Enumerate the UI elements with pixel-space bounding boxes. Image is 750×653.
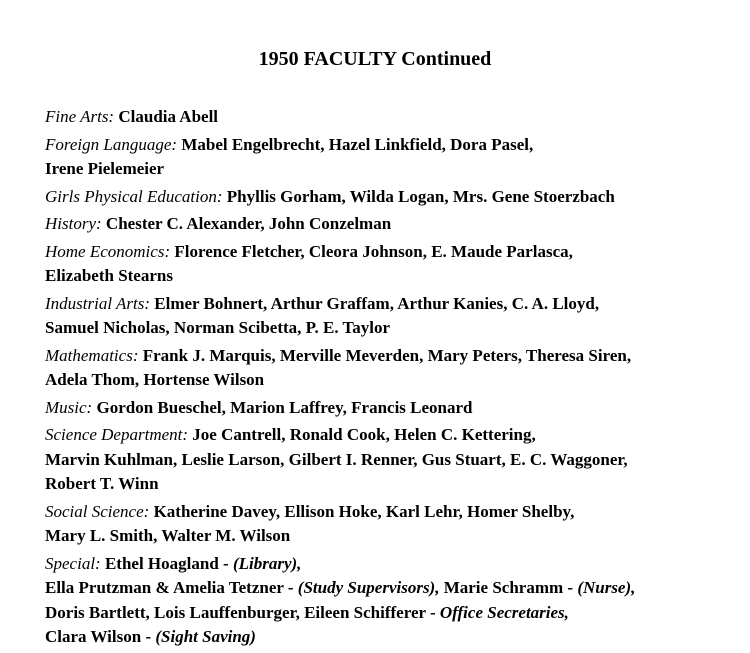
entry-social-science xyxy=(45,500,735,549)
department-label: Foreign Language: xyxy=(45,134,178,154)
role-note: (Library), xyxy=(232,553,302,573)
entry-line xyxy=(45,185,735,210)
faculty-names: Robert T. Winn xyxy=(45,474,159,493)
entry-line xyxy=(45,500,735,525)
entry-line xyxy=(45,105,735,130)
entry-line xyxy=(45,576,735,601)
faculty-names: Joe Cantrell, Ronald Cook, Helen C. Kettering, xyxy=(192,425,536,444)
faculty-names: Claudia Abell xyxy=(118,107,219,126)
entry-fine-arts xyxy=(45,105,735,130)
faculty-names: Mabel Engelbrecht, Hazel Linkfield, Dora Pasel, xyxy=(181,134,534,154)
faculty-names: Katherine Davey, Ellison Hoke, Karl Lehr, Homer Shelby, xyxy=(153,501,575,521)
faculty-names: Chester C. Alexander, John Conzelman xyxy=(105,214,392,233)
entry-industrial-arts xyxy=(45,292,735,341)
department-label: Home Economics: xyxy=(45,241,171,261)
department-label: Music: xyxy=(45,397,93,417)
entry-special xyxy=(45,552,735,650)
role-note: Office Secretaries, xyxy=(439,602,569,622)
faculty-names: Elmer Bohnert, Arthur Graffam, Arthur Kanies, C. A. Lloyd, xyxy=(154,293,600,313)
entry-line xyxy=(45,601,735,626)
faculty-names: Clara Wilson - xyxy=(45,627,156,646)
department-label: History: xyxy=(45,214,102,233)
faculty-names: Ella Prutzman & Amelia Tetzner - xyxy=(45,578,298,597)
faculty-names: Adela Thom, Hortense Wilson xyxy=(45,370,265,389)
entry-mathematics xyxy=(45,344,735,393)
role-note: (Nurse), xyxy=(577,578,636,597)
entry-foreign-language xyxy=(45,133,735,182)
entry-science-department xyxy=(45,423,735,497)
department-label: Mathematics: xyxy=(45,345,139,365)
entry-line xyxy=(45,423,735,448)
faculty-names: Elizabeth Stearns xyxy=(45,266,173,285)
department-label: Fine Arts: xyxy=(45,107,115,126)
faculty-names: Gordon Bueschel, Marion Laffrey, Francis Leonard xyxy=(96,397,473,417)
entry-line xyxy=(45,212,735,237)
entry-line xyxy=(45,396,735,421)
role-note: (Study Supervisors), xyxy=(297,578,440,597)
faculty-names: Marie Schramm - xyxy=(439,578,578,597)
department-label: Special: xyxy=(45,553,101,573)
entry-line xyxy=(45,240,735,265)
entry-history xyxy=(45,212,735,237)
department-label: Girls Physical Education: xyxy=(45,186,223,206)
faculty-names: Doris Bartlett, Lois Lauffenburger, Eileen Schifferer - xyxy=(45,602,440,622)
department-label: Industrial Arts: xyxy=(45,293,151,313)
faculty-names: Phyllis Gorham, Wilda Logan, Mrs. Gene Stoerzbach xyxy=(226,186,615,206)
department-label: Social Science: xyxy=(45,501,150,521)
faculty-names: Ethel Hoagland - xyxy=(104,553,233,573)
faculty-list xyxy=(45,105,735,653)
entry-music xyxy=(45,396,735,421)
entry-line xyxy=(45,552,735,577)
entry-line xyxy=(45,292,735,317)
faculty-names: Marvin Kuhlman, Leslie Larson, Gilbert I. Renner, Gus Stuart, E. C. Waggoner, xyxy=(45,449,628,469)
role-note: (Sight Saving) xyxy=(155,627,256,646)
faculty-names: Samuel Nicholas, Norman Scibetta, P. E. Taylor xyxy=(45,318,391,337)
entry-girls-physical-education xyxy=(45,185,735,210)
entry-line xyxy=(45,344,735,369)
faculty-names: Irene Pielemeier xyxy=(45,159,165,178)
entry-line xyxy=(45,133,735,158)
entry-home-economics xyxy=(45,240,735,289)
department-label: Science Department: xyxy=(45,425,189,444)
page-title: 1950 FACULTY Continued xyxy=(258,48,492,70)
faculty-names: Mary L. Smith, Walter M. Wilson xyxy=(45,526,291,545)
faculty-names: Florence Fletcher, Cleora Johnson, E. Maude Parlasca, xyxy=(174,241,573,261)
faculty-names: Frank J. Marquis, Merville Meverden, Mary Peters, Theresa Siren, xyxy=(142,345,632,365)
